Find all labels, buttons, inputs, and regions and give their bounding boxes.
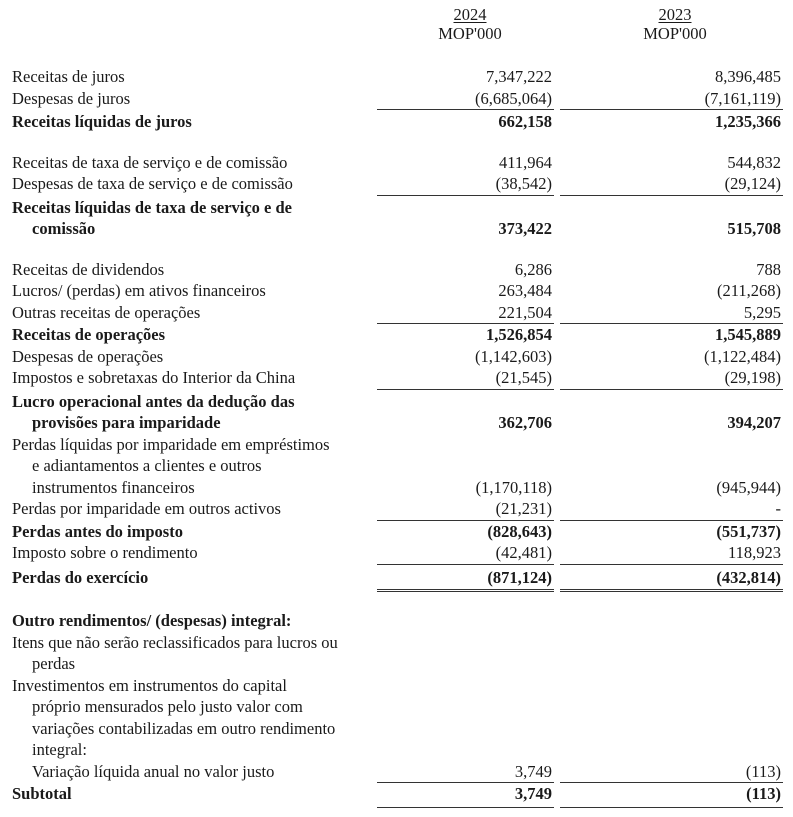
value-2024: (38,542) — [495, 174, 552, 193]
statement-rows — [0, 66, 793, 805]
rule — [377, 195, 554, 196]
spacer — [0, 133, 793, 152]
value-2023: 1,545,889 — [715, 325, 781, 344]
row-label: Itens que não serão reclassificados para lucros ou — [12, 632, 338, 652]
row-label-continuation: integral: — [32, 740, 87, 759]
value-2024: (1,142,603) — [475, 346, 552, 366]
row-label-continuation: e adiantamentos a clientes e outros — [32, 456, 262, 475]
value-2023: (945,944) — [716, 477, 781, 497]
row-label: Lucro operacional antes da dedução das — [12, 391, 295, 411]
row-label: Receitas líquidas de juros — [12, 112, 192, 131]
column-header-2024 — [420, 5, 520, 43]
row-label: Receitas de dividendos — [12, 259, 165, 279]
rule — [560, 564, 783, 565]
value-2024: 263,484 — [498, 281, 552, 300]
row-outras-receitas — [0, 302, 793, 324]
row-perdas-do-exercicio — [0, 567, 793, 589]
row-label: Receitas de taxa de serviço e de comissão — [12, 152, 288, 172]
row-receitas-liquidas-taxa-servico — [0, 197, 793, 240]
row-label: Receitas de juros — [12, 67, 125, 86]
column-unit: MOP'000 — [643, 24, 707, 43]
value-2023: 544,832 — [727, 152, 781, 172]
rule — [560, 807, 783, 808]
value-2024: 1,526,854 — [486, 325, 552, 344]
value-2024: (828,643) — [487, 521, 552, 541]
row-outro-rendimento-integral-heading — [0, 610, 793, 632]
value-2024: (871,124) — [487, 567, 552, 587]
row-label-continuation: provisões para imparidade — [32, 413, 221, 432]
value-2023: (1,122,484) — [704, 346, 781, 366]
value-2024: 3,749 — [514, 784, 552, 803]
row-perdas-imparidade-outros-activos — [0, 498, 793, 520]
value-2023: 394,207 — [727, 413, 781, 432]
value-2024: 362,706 — [498, 413, 552, 432]
value-2023: 1,235,366 — [715, 112, 781, 131]
value-2023: 118,923 — [727, 543, 781, 562]
column-header-2023 — [625, 5, 725, 43]
value-2023: (432,814) — [716, 567, 781, 587]
row-receitas-de-dividendos — [0, 259, 793, 281]
value-2024: (42,481) — [495, 543, 552, 562]
row-variacao-liquida-valor-justo — [0, 761, 793, 783]
value-2024: (21,545) — [495, 368, 552, 387]
rule — [560, 389, 783, 390]
value-2024: 662,158 — [498, 112, 552, 131]
rule — [377, 564, 554, 565]
row-despesas-de-operacoes — [0, 346, 793, 368]
row-label: Despesas de taxa de serviço e de comissão — [12, 174, 293, 193]
row-label-continuation: perdas — [32, 654, 76, 673]
double-rule — [560, 589, 783, 592]
row-subtotal — [0, 783, 793, 805]
value-2024: 373,422 — [498, 219, 552, 238]
row-impostos-sobretaxas — [0, 367, 793, 389]
row-label: Despesas de juros — [12, 88, 131, 108]
column-year: 2023 — [658, 5, 692, 24]
row-label: Investimentos em instrumentos do capital — [12, 675, 287, 695]
row-label: Perdas do exercício — [12, 567, 149, 587]
value-2023: 515,708 — [727, 219, 781, 238]
row-label: Perdas por imparidade em outros activos — [12, 499, 281, 518]
value-2024: 3,749 — [514, 761, 552, 781]
row-despesas-de-juros — [0, 88, 793, 110]
row-label: Receitas de operações — [12, 325, 166, 344]
row-label-continuation: comissão — [32, 219, 96, 238]
row-label: Perdas líquidas por imparidade em empréstimos — [12, 434, 330, 454]
value-2024: (1,170,118) — [475, 477, 552, 497]
value-2023: - — [775, 499, 781, 518]
row-receitas-taxa-servico — [0, 152, 793, 174]
row-label: Impostos e sobretaxas do Interior da China — [12, 368, 296, 387]
value-2024: 221,504 — [498, 302, 552, 322]
row-label: Perdas antes do imposto — [12, 521, 183, 541]
row-label: Subtotal — [12, 784, 72, 803]
double-rule — [377, 589, 554, 592]
value-2024: 411,964 — [498, 152, 552, 172]
value-2023: (29,124) — [724, 174, 781, 193]
row-label: Despesas de operações — [12, 346, 164, 366]
row-label: Imposto sobre o rendimento — [12, 543, 198, 562]
row-receitas-liquidas-de-juros — [0, 111, 793, 133]
value-2023: (113) — [745, 761, 781, 781]
value-2024: 6,286 — [514, 259, 552, 279]
value-2023: 8,396,485 — [715, 67, 781, 86]
value-2023: (7,161,119) — [704, 88, 781, 108]
row-label: Variação líquida anual no valor justo — [32, 761, 275, 781]
row-label-continuation: instrumentos financeiros — [32, 477, 195, 497]
row-label: Receitas líquidas de taxa de serviço e de — [12, 197, 293, 217]
value-2023: (551,737) — [716, 521, 781, 541]
row-imposto-sobre-rendimento — [0, 542, 793, 564]
column-unit: MOP'000 — [438, 24, 502, 43]
rule — [560, 109, 783, 110]
row-lucro-operacional — [0, 391, 793, 434]
column-headers — [0, 5, 793, 49]
value-2023: (211,268) — [716, 281, 781, 300]
value-2024: (21,231) — [495, 499, 552, 518]
row-itens-nao-reclassificados — [0, 632, 793, 675]
row-receitas-de-juros — [0, 66, 793, 88]
row-investimentos-instrumentos-capital — [0, 675, 793, 761]
row-perdas-liquidas-imparidade — [0, 434, 793, 499]
value-2024: 7,347,222 — [486, 67, 552, 86]
row-receitas-de-operacoes — [0, 324, 793, 346]
rule — [377, 807, 554, 808]
row-despesas-taxa-servico — [0, 173, 793, 195]
value-2024: (6,685,064) — [475, 88, 552, 108]
spacer — [0, 240, 793, 259]
row-label: Lucros/ (perdas) em ativos financeiros — [12, 281, 266, 300]
value-2023: 788 — [756, 259, 781, 279]
section-heading: Outro rendimentos/ (despesas) integral: — [12, 611, 292, 630]
value-2023: 5,295 — [743, 302, 781, 322]
row-lucros-perdas-ativos — [0, 280, 793, 302]
column-year: 2024 — [453, 5, 487, 24]
value-2023: (29,198) — [724, 368, 781, 387]
row-perdas-antes-do-imposto — [0, 521, 793, 543]
rule — [377, 389, 554, 390]
value-2023: (113) — [746, 784, 781, 803]
rule — [377, 109, 554, 110]
row-label-continuation: variações contabilizadas em outro rendimento — [32, 718, 336, 738]
row-label: Outras receitas de operações — [12, 302, 201, 322]
row-label-continuation: próprio mensurados pelo justo valor com — [32, 697, 303, 716]
rule — [560, 195, 783, 196]
